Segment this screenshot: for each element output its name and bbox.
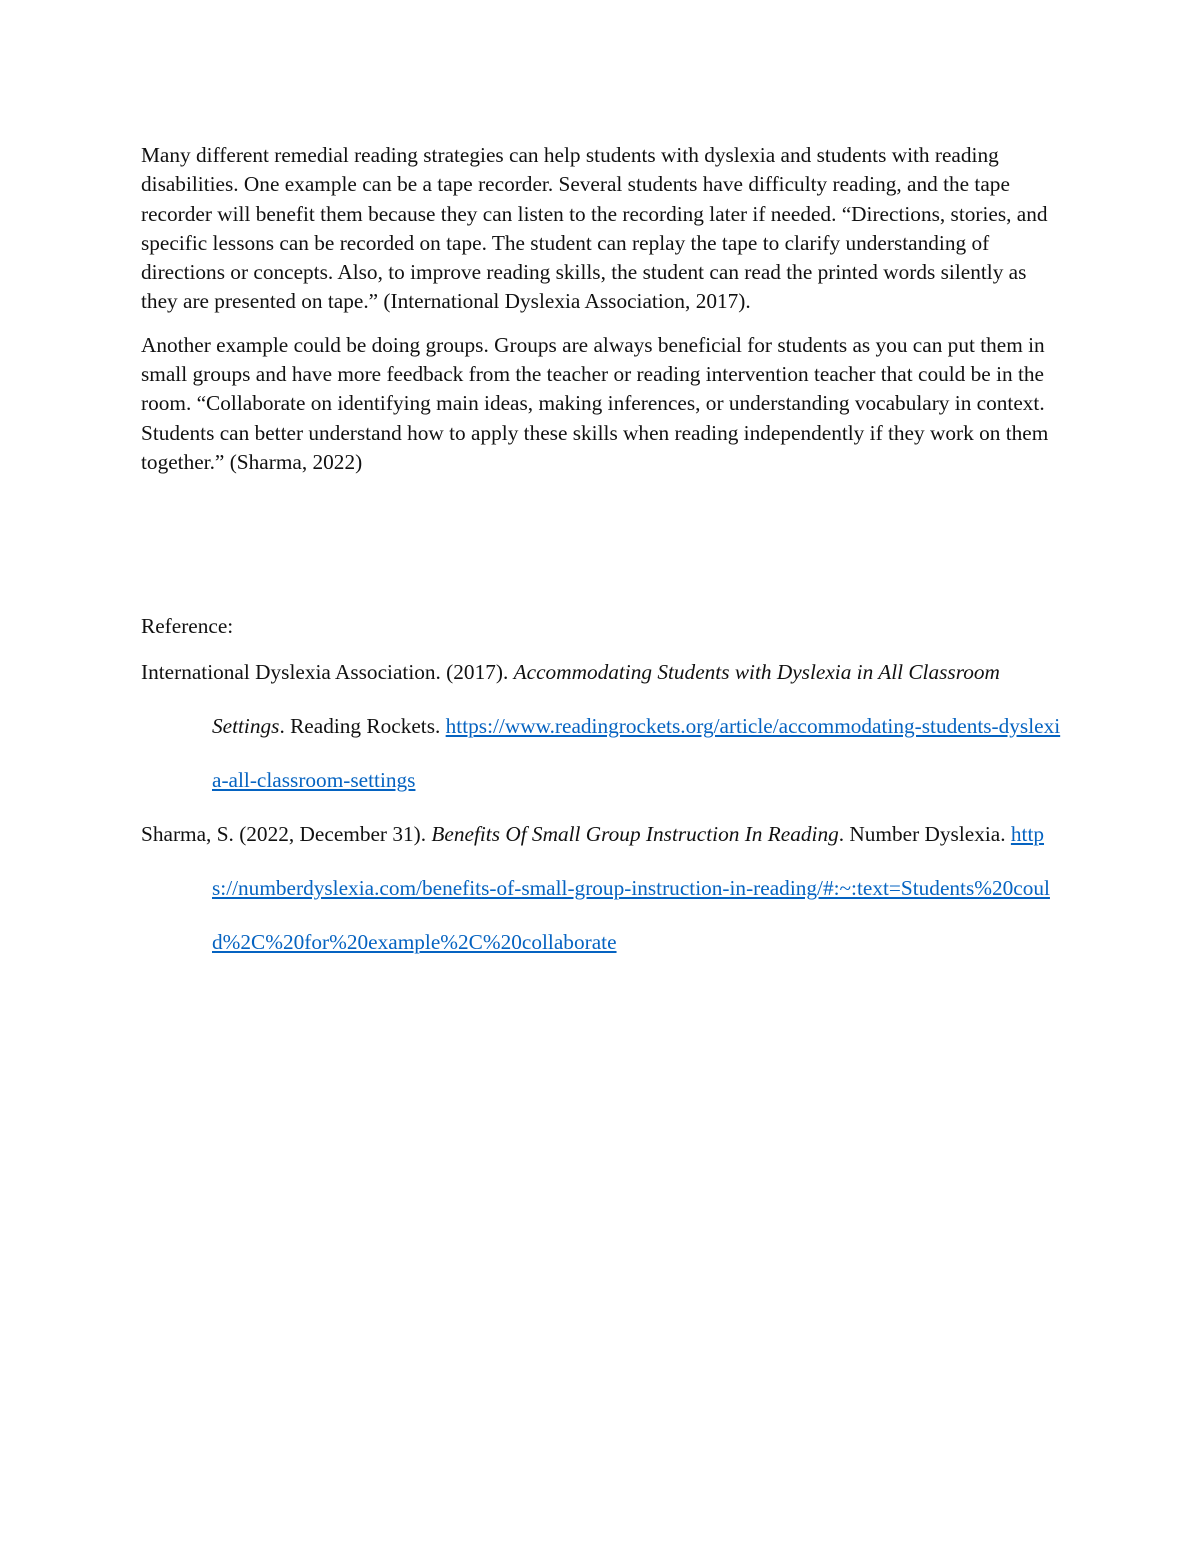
references-heading: Reference: [141,614,234,638]
reference-prefix: International Dyslexia Association. (2017). [141,660,514,684]
reference-link-readingrockets[interactable]: https://www.readingrockets.org/article/accommodating-students-dyslexia-all-classroom-settings [212,714,1061,792]
reference-link-numberdyslexia[interactable]: https://numberdyslexia.com/benefits-of-small-group-instruction-in-reading/#:~:text=Students%20could%2C%20for%20example%2C%20collaborate [212,822,1050,954]
reference-entry-sharma [141,807,1066,969]
reference-suffix: . Number Dyslexia. [838,822,1011,846]
paragraph-tape-recorder: Many different remedial reading strategies can help students with dyslexia and students with reading disabilities. One example can be a tape recorder. Several students have difficulty reading, and the tape recorder will benefit them because they can listen to the recording later if needed. “Directions, stories, and specific lessons can be recorded on tape. The student can replay the tape to clarify understanding of directions or concepts. Also, to improve reading skills, the student can read the printed words silently as they are presented on tape.” (International Dyslexia Association, 2017). [141,143,1048,314]
reference-title: Benefits Of Small Group Instruction In Reading [431,822,839,846]
reference-title: Accommodating Students with Dyslexia in All Classroom Settings [212,660,1000,738]
reference-entry-ida [141,645,1066,807]
reference-prefix: Sharma, S. (2022, December 31). [141,822,432,846]
references-section [141,611,1066,969]
paragraph-groups: Another example could be doing groups. Groups are always beneficial for students as you can put them in small groups and have more feedback from the teacher or reading intervention teacher that could be in the room. “Collaborate on identifying main ideas, making inferences, or understanding vocabulary in context. Students can better understand how to apply these skills when reading independently if they work on them together.” (Sharma, 2022) [141,332,1049,474]
body-text [141,141,1066,491]
reference-suffix: . Reading Rockets. [279,714,446,738]
